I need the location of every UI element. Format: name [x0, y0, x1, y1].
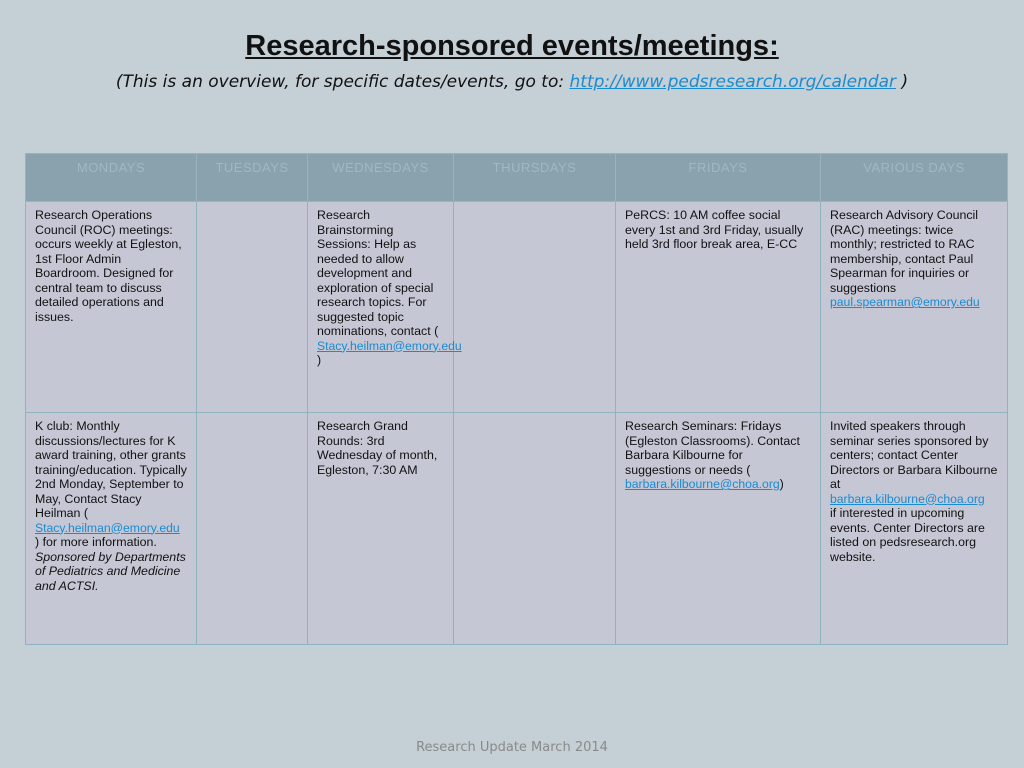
- k-club-after: ) for more information.: [35, 535, 157, 549]
- brainstorming-text: Research Brainstorming Sessions: Help as needed to allow development and exploration of special research topics. For suggested topic nominations, contact (: [317, 208, 439, 338]
- cell-invited-speakers: [821, 413, 1008, 645]
- header-wednesdays: WEDNESDAYS: [308, 154, 454, 202]
- cell-empty: [197, 413, 308, 645]
- cell-empty: [454, 202, 616, 413]
- brainstorming-email-link[interactable]: Stacy.heilman@emory.edu: [317, 338, 462, 353]
- rac-text: Research Advisory Council (RAC) meetings: twice monthly; restricted to RAC membership, contact Paul Spearman for inquiries or suggestions: [830, 208, 979, 295]
- cell-k-club: [26, 413, 197, 645]
- k-club-email-link[interactable]: Stacy.heilman@emory.edu: [35, 520, 180, 535]
- cell-percs: PeRCS: 10 AM coffee social every 1st and 3rd Friday, usually held 3rd floor break area, E-CC: [616, 202, 821, 413]
- cell-roc-meetings: Research Operations Council (ROC) meetings: occurs weekly at Egleston, 1st Floor Admin Boardroom. Designed for central team to discuss detailed operations and issues.: [26, 202, 197, 413]
- subtitle-prefix: (This is an overview, for specific dates/events, go to:: [115, 72, 570, 92]
- table-row: [26, 202, 1008, 413]
- cell-research-seminars: [616, 413, 821, 645]
- header-fridays: FRIDAYS: [616, 154, 821, 202]
- calendar-link[interactable]: http://www.pedsresearch.org/calendar: [569, 72, 897, 92]
- footer-text: Research Update March 2014: [416, 740, 608, 755]
- cell-brainstorming: [308, 202, 462, 413]
- cell-grand-rounds: Research Grand Rounds: 3rd Wednesday of month, Egleston, 7:30 AM: [308, 413, 454, 645]
- cell-empty: [454, 413, 616, 645]
- events-table: [25, 153, 1008, 645]
- cell-empty: [197, 202, 308, 413]
- header-mondays: MONDAYS: [26, 154, 197, 202]
- rac-email-link[interactable]: paul.spearman@emory.edu: [830, 295, 980, 309]
- header-various-days: VARIOUS DAYS: [821, 154, 1008, 202]
- seminars-close: ): [779, 477, 784, 491]
- subtitle-suffix: ): [896, 72, 909, 92]
- table-row: [26, 413, 1008, 645]
- brainstorming-close: ): [317, 353, 322, 367]
- table-header-row: [26, 154, 1008, 202]
- header-tuesdays: TUESDAYS: [197, 154, 308, 202]
- speakers-email-link[interactable]: barbara.kilbourne@choa.org: [830, 491, 985, 506]
- k-club-text: K club: Monthly discussions/lectures for K award training, other grants training/education. Typically 2nd Monday, September to May, Contact Stacy Heilman (: [35, 419, 187, 520]
- page-subtitle: [0, 72, 1024, 92]
- seminars-text: Research Seminars: Fridays (Egleston Classrooms). Contact Barbara Kilbourne for suggestions or needs (: [625, 419, 800, 477]
- page-title: Research-sponsored events/meetings:: [245, 30, 779, 62]
- cell-rac-meetings: [821, 202, 1008, 413]
- speakers-text: Invited speakers through seminar series sponsored by centers; contact Center Directors or Barbara Kilbourne at: [830, 419, 998, 491]
- header-thursdays: THURSDAYS: [454, 154, 616, 202]
- speakers-after: if interested in upcoming events. Center Directors are listed on pedsresearch.org website.: [830, 506, 985, 564]
- seminars-email-link[interactable]: barbara.kilbourne@choa.org: [625, 477, 780, 491]
- k-club-sponsor: Sponsored by Departments of Pediatrics and Medicine and ACTSI.: [35, 549, 186, 593]
